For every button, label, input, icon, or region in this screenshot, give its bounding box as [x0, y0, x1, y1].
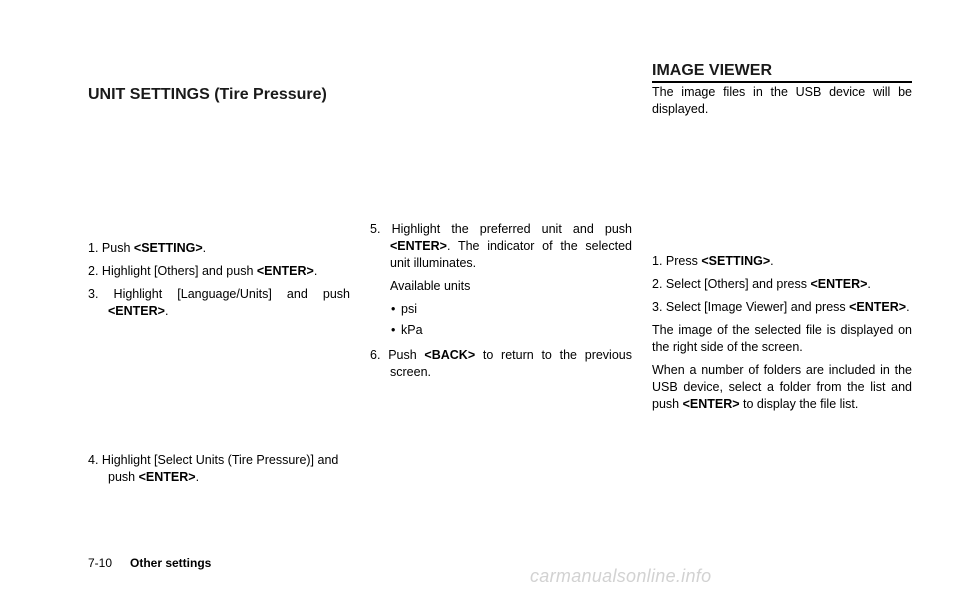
- key-label: <ENTER>: [682, 397, 740, 411]
- step-item: [88, 452, 350, 486]
- step-text: Push: [101, 241, 134, 255]
- key-label: <SETTING>: [701, 254, 771, 268]
- step-number: 2.: [88, 264, 99, 278]
- key-label: <ENTER>: [849, 300, 907, 314]
- watermark-logo: carmanualsonline.info: [530, 566, 712, 586]
- step-text: .: [906, 300, 910, 314]
- step-item: [370, 221, 632, 272]
- image-viewer-folder-note: [652, 362, 912, 413]
- section-footer-title: Other settings: [130, 556, 212, 570]
- step-text: to return to the previous screen.: [390, 348, 632, 379]
- step-number: 3.: [88, 287, 99, 301]
- step-text: Highlight [Language/Units] and push: [113, 287, 350, 301]
- list-item: [390, 322, 632, 339]
- step-number: 1.: [88, 241, 99, 255]
- bullet-icon: •: [391, 302, 396, 316]
- unit-label: psi: [401, 302, 417, 316]
- step-item: [88, 286, 350, 320]
- step-text: Select [Others] and press: [665, 277, 811, 291]
- step-text: .: [867, 277, 871, 291]
- step-text: .: [195, 470, 200, 484]
- step-number: 1.: [652, 254, 663, 268]
- step-text: . The indicator of the selected unit illuminates.: [390, 239, 632, 270]
- step-text: Push: [388, 348, 425, 362]
- step-text: Highlight [Select Units (Tire Pressure)] and push: [101, 453, 339, 484]
- step-number: 6.: [370, 348, 381, 362]
- image-viewer-description: The image of the selected file is displayed on the right side of the screen.: [652, 323, 912, 354]
- step-item: [652, 299, 912, 316]
- step-number: 2.: [652, 277, 663, 291]
- step-text: Press: [665, 254, 702, 268]
- step-item: [652, 276, 912, 293]
- unit-label: kPa: [401, 323, 423, 337]
- paragraph-text: When a number of folders are included in the USB device, select a folder from the list and push: [652, 363, 912, 411]
- step-text: Highlight [Others] and push: [101, 264, 257, 278]
- step-number: 4.: [88, 453, 99, 467]
- step-number: 5.: [370, 222, 381, 236]
- page-number: 7-10: [88, 556, 113, 570]
- available-units-block: [370, 278, 632, 339]
- left-step-4: [88, 452, 350, 492]
- section-heading-unit-settings: UNIT SETTINGS (Tire Pressure): [88, 86, 327, 103]
- key-label: <SETTING>: [133, 241, 203, 255]
- key-label: <BACK>: [424, 348, 476, 362]
- available-units-label: Available units: [390, 279, 471, 293]
- step-item: [88, 240, 350, 257]
- step-item: [652, 253, 912, 270]
- step-text: .: [770, 254, 774, 268]
- bullet-icon: •: [391, 323, 396, 337]
- key-label: <ENTER>: [256, 264, 314, 278]
- step-item: [370, 347, 632, 381]
- section-heading-image-viewer: IMAGE VIEWER: [652, 61, 912, 83]
- paragraph-text: to display the file list.: [739, 397, 859, 411]
- step-text: Highlight the preferred unit and push: [391, 222, 632, 236]
- step-text: .: [313, 264, 318, 278]
- key-label: <ENTER>: [390, 239, 447, 253]
- step-number: 3.: [652, 300, 663, 314]
- step-text: .: [164, 304, 169, 318]
- middle-column: [370, 221, 632, 387]
- step-item: [88, 263, 350, 280]
- list-item: [390, 301, 632, 318]
- key-label: <ENTER>: [138, 470, 196, 484]
- key-label: <ENTER>: [108, 304, 165, 318]
- step-text: Select [Image Viewer] and press: [665, 300, 850, 314]
- step-text: .: [202, 241, 207, 255]
- right-steps: [652, 253, 912, 419]
- left-steps-1-3: [88, 240, 350, 326]
- image-viewer-intro: The image files in the USB device will be displayed.: [652, 85, 912, 116]
- key-label: <ENTER>: [810, 277, 868, 291]
